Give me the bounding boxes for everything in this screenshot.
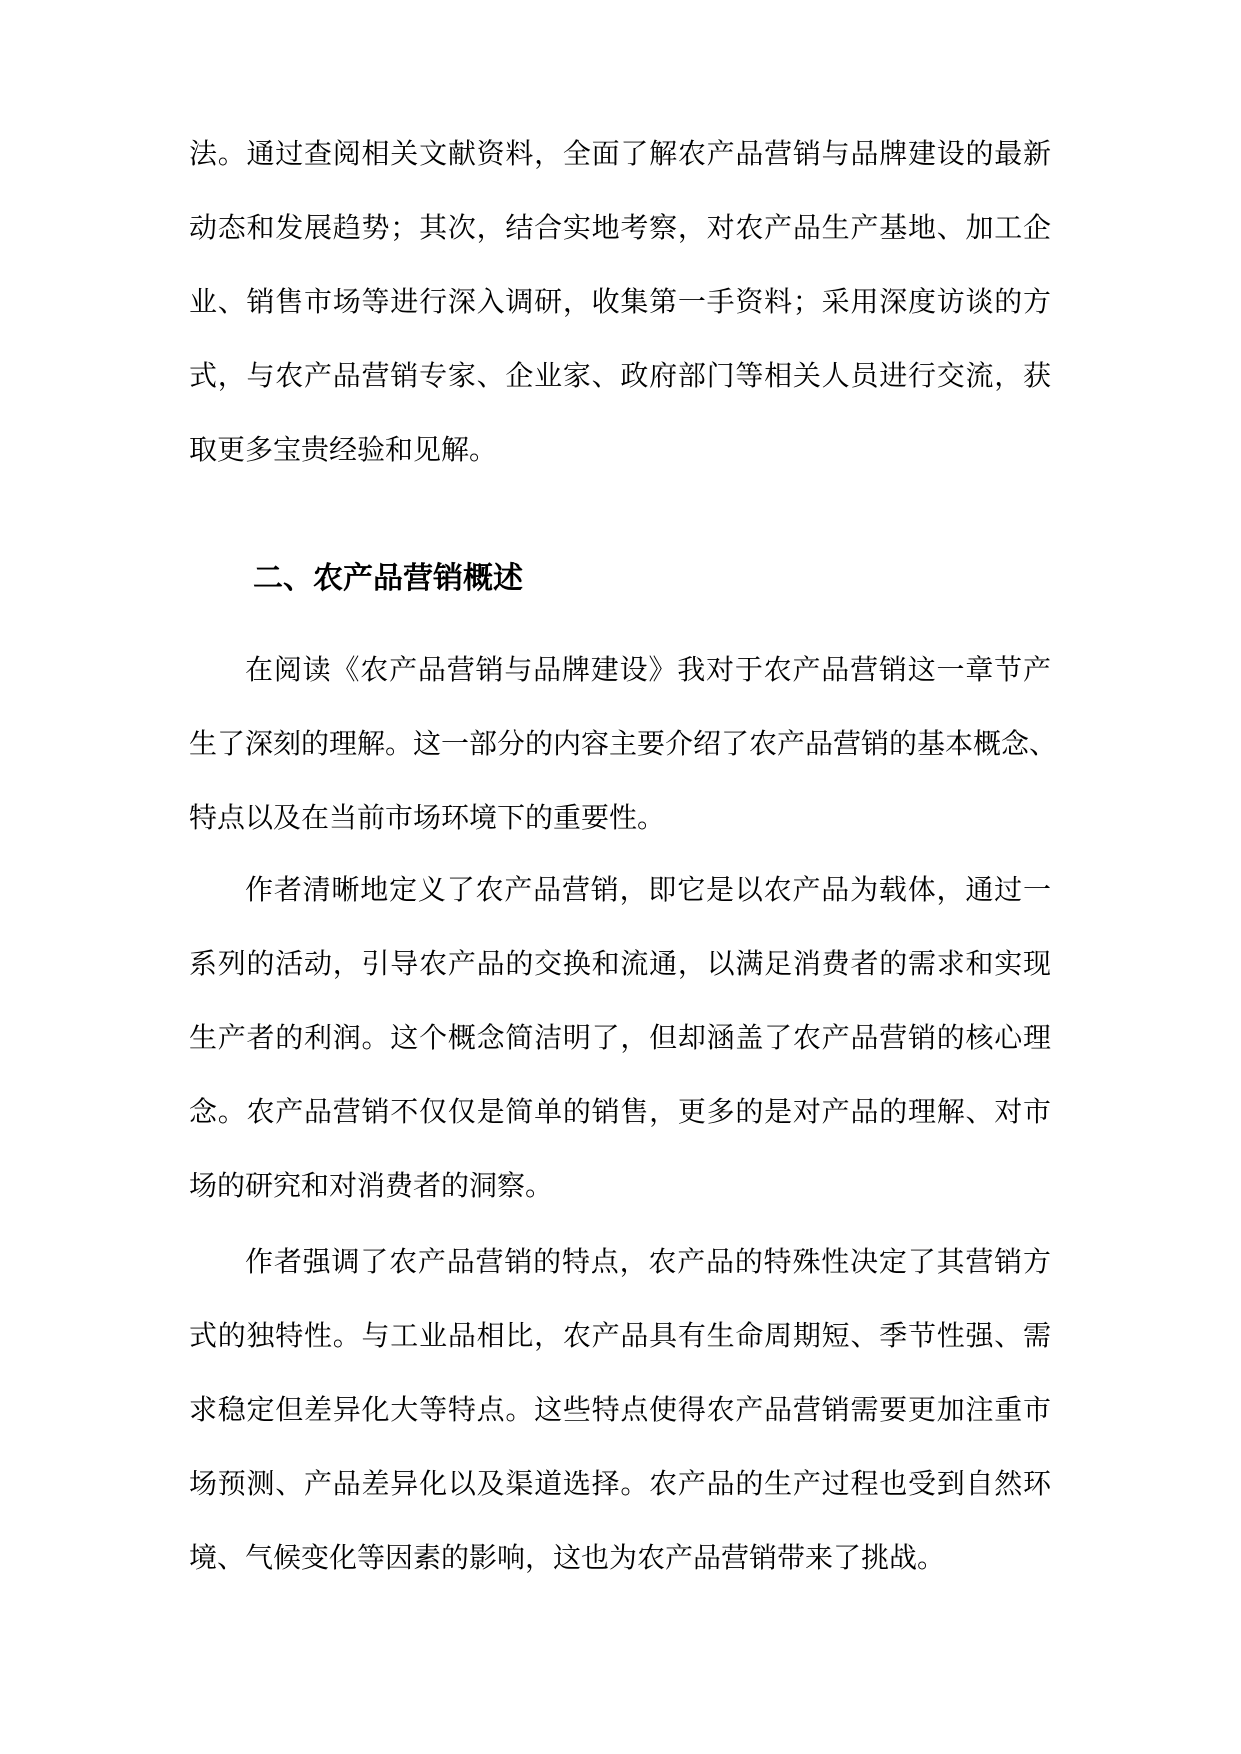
paragraph-line: 求稳定但差异化大等特点。这些特点使得农产品营销需要更加注重市 [189,1393,1051,1426]
paragraph-2 [189,853,1051,1223]
paragraph-line: 作者清晰地定义了农产品营销，即它是以农产品为载体，通过一 [245,873,1051,906]
paragraph-line: 取更多宝贵经验和见解。 [189,433,498,466]
paragraph-3 [189,1225,1051,1595]
paragraph-line: 式，与农产品营销专家、企业家、政府部门等相关人员进行交流，获 [189,359,1051,392]
paragraph-line: 式的独特性。与工业品相比，农产品具有生命周期短、季节性强、需 [189,1319,1051,1352]
paragraph-line: 场预测、产品差异化以及渠道选择。农产品的生产过程也受到自然环 [189,1467,1051,1500]
paragraph-line: 生了深刻的理解。这一部分的内容主要介绍了农产品营销的基本概念、 [189,727,1058,760]
paragraph-line: 生产者的利润。这个概念简洁明了，但却涵盖了农产品营销的核心理 [189,1021,1051,1054]
section-heading: 二、农产品营销概述 [253,561,523,596]
paragraph-intro [189,117,1051,487]
paragraph-line: 动态和发展趋势；其次，结合实地考察，对农产品生产基地、加工企 [189,211,1051,244]
paragraph-1 [189,633,1058,855]
paragraph-line: 系列的活动，引导农产品的交换和流通，以满足消费者的需求和实现 [189,947,1051,980]
paragraph-line: 业、销售市场等进行深入调研，收集第一手资料；采用深度访谈的方 [189,285,1051,318]
paragraph-line: 特点以及在当前市场环境下的重要性。 [189,801,666,834]
paragraph-line: 在阅读《农产品营销与品牌建设》我对于农产品营销这一章节产 [245,653,1051,686]
paragraph-line: 作者强调了农产品营销的特点，农产品的特殊性决定了其营销方 [245,1245,1051,1278]
paragraph-line: 场的研究和对消费者的洞察。 [189,1169,554,1202]
paragraph-line: 境、气候变化等因素的影响，这也为农产品营销带来了挑战。 [189,1541,946,1574]
paragraph-line: 念。农产品营销不仅仅是简单的销售，更多的是对产品的理解、对市 [189,1095,1051,1128]
paragraph-line: 法。通过查阅相关文献资料，全面了解农产品营销与品牌建设的最新 [189,137,1051,170]
